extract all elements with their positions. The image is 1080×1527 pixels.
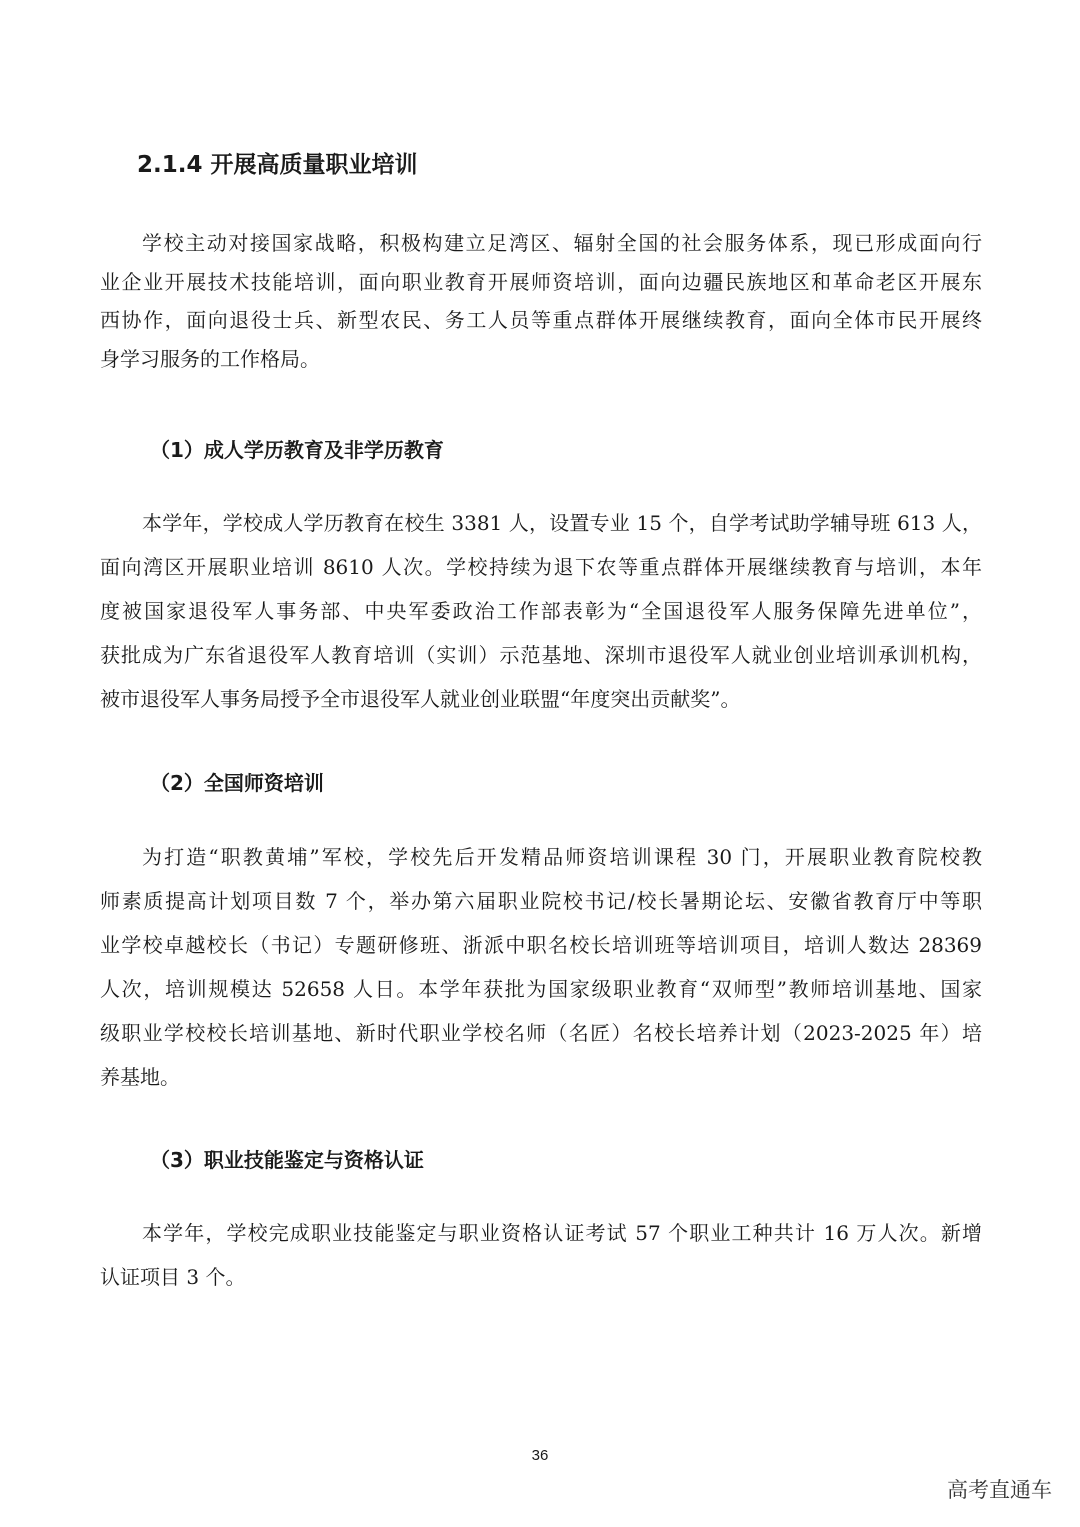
paragraph-line: 本学年，学校完成职业技能鉴定与职业资格认证考试 57 个职业工种共计 16 万人次。新增 [142,1221,982,1245]
paragraph-line: 获批成为广东省退役军人教育培训（实训）示范基地、深圳市退役军人就业创业培训承训机构， [100,643,982,667]
paragraph-line: 业企业开展技术技能培训，面向职业教育开展师资培训，面向边疆民族地区和革命老区开展东 [100,269,982,294]
paragraph-line: 本学年，学校成人学历教育在校生 3381 人，设置专业 15 个，自学考试助学辅导班 613 人， [142,511,982,535]
watermark: 高考直通车 [947,1478,1052,1502]
paragraph-line: 学校主动对接国家战略，积极构建立足湾区、辐射全国的社会服务体系，现已形成面向行 [142,231,982,255]
paragraph-line: 西协作，面向退役士兵、新型农民、务工人员等重点群体开展继续教育，面向全体市民开展终 [100,308,982,332]
teacher-training-paragraph [100,835,982,1099]
paragraph-line: 为打造“职教黄埔”军校，学校先后开发精品师资培训课程 30 门，开展职业教育院校教 [142,845,982,869]
skill-certification-paragraph [100,1211,982,1299]
paragraph-line: 认证项目 3 个。 [100,1265,246,1289]
paragraph-line: 面向湾区开展职业培训 8610 人次。学校持续为退下农等重点群体开展继续教育与培训，本年 [100,555,982,579]
adult-education-paragraph [100,501,982,721]
paragraph-line: 级职业学校校长培训基地、新时代职业学校名师（名匠）名校长培养计划（2023-2025 年）培 [100,1021,982,1045]
intro-paragraph [100,224,982,378]
paragraph-line: 养基地。 [100,1065,180,1089]
subheading-teacher-training: （2）全国师资培训 [150,771,324,795]
paragraph-line: 身学习服务的工作格局。 [100,346,320,371]
page-number: 36 [531,1447,549,1464]
paragraph-line: 业学校卓越校长（书记）专题研修班、浙派中职名校长培训班等培训项目，培训人数达 28369 [100,933,982,957]
paragraph-line: 人次，培训规模达 52658 人日。本学年获批为国家级职业教育“双师型”教师培训基地、国家 [100,977,982,1001]
subheading-skill-certification: （3）职业技能鉴定与资格认证 [150,1148,424,1172]
paragraph-line: 师素质提高计划项目数 7 个，举办第六届职业院校书记/校长暑期论坛、安徽省教育厅中等职 [100,889,982,913]
subheading-adult-education: （1）成人学历教育及非学历教育 [150,438,444,462]
paragraph-line: 被市退役军人事务局授予全市退役军人就业创业联盟“年度突出贡献奖”。 [100,687,741,711]
paragraph-line: 度被国家退役军人事务部、中央军委政治工作部表彰为“全国退役军人服务保障先进单位”， [100,599,982,623]
section-heading: 2.1.4 开展高质量职业培训 [137,152,418,178]
